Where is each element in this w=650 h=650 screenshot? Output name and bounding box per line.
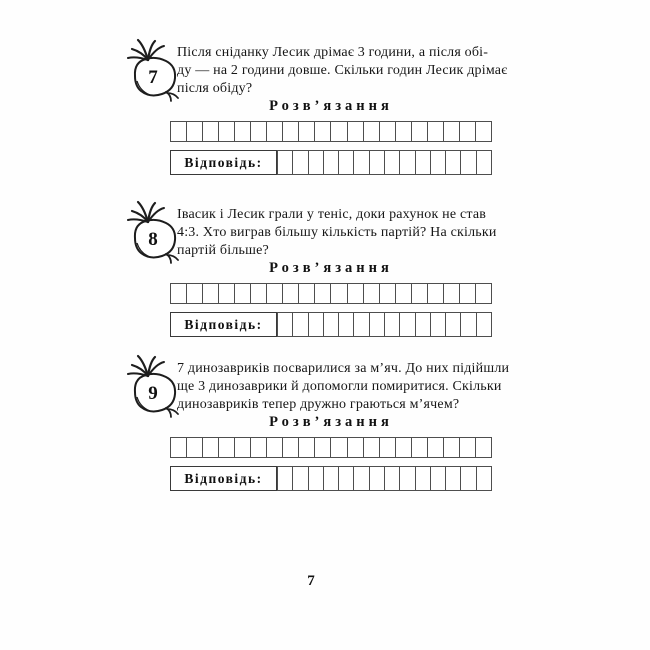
solution-heading: Розв’язання — [269, 98, 393, 114]
grid-cell — [461, 466, 476, 491]
answer-row — [170, 466, 492, 491]
grid-cell — [477, 150, 492, 175]
grid-cell — [385, 466, 400, 491]
grid-cell — [203, 283, 219, 304]
grid-cell — [324, 150, 339, 175]
grid-cell — [219, 283, 235, 304]
grid-cell — [187, 121, 203, 142]
grid-cell — [460, 283, 476, 304]
grid-cell — [315, 283, 331, 304]
grid-cell — [476, 121, 492, 142]
grid-cell — [477, 466, 492, 491]
grid-cell — [277, 312, 293, 337]
answer-grid — [277, 312, 492, 337]
grid-cell — [428, 283, 444, 304]
grid-cell — [267, 121, 283, 142]
grid-cell — [385, 312, 400, 337]
grid-cell — [324, 466, 339, 491]
solution-grid — [170, 437, 492, 458]
problem-block-8 — [0, 206, 650, 356]
problem-text-line: динозавриків тепер дружно граються м’ячем? — [177, 397, 460, 412]
answer-label: Відповідь: — [170, 466, 277, 491]
problem-text — [177, 206, 517, 260]
grid-cell — [309, 150, 324, 175]
problem-text-line: 7 динозавриків посварилися за м’яч. До них підійшли — [177, 361, 510, 376]
grid-cell — [251, 437, 267, 458]
grid-cell — [396, 437, 412, 458]
answer-grid — [277, 466, 492, 491]
grid-cell — [354, 466, 369, 491]
grid-cell — [431, 466, 446, 491]
grid-cell — [476, 437, 492, 458]
problem-text-line: ще 3 динозаврики й допомогли помиритися. Скільки — [177, 379, 502, 394]
grid-cell — [412, 121, 428, 142]
grid-cell — [364, 283, 380, 304]
grid-cell — [331, 437, 347, 458]
problem-text — [177, 44, 517, 98]
grid-cell — [446, 150, 461, 175]
grid-cell — [412, 437, 428, 458]
grid-cell — [309, 312, 324, 337]
grid-cell — [315, 121, 331, 142]
problem-text-line: Івасик і Лесик грали у теніс, доки рахунок не став — [177, 207, 487, 222]
solution-grid — [170, 121, 492, 142]
grid-cell — [380, 283, 396, 304]
grid-cell — [431, 312, 446, 337]
solution-grid — [170, 283, 492, 304]
grid-cell — [400, 466, 415, 491]
grid-cell — [370, 312, 385, 337]
grid-cell — [380, 437, 396, 458]
grid-cell — [400, 312, 415, 337]
grid-cell — [324, 312, 339, 337]
grid-cell — [339, 150, 354, 175]
grid-cell — [170, 437, 187, 458]
grid-cell — [219, 121, 235, 142]
tomato-badge-icon — [123, 351, 183, 419]
problem-block-9 — [0, 360, 650, 510]
problem-number: 9 — [148, 383, 158, 404]
grid-cell — [446, 466, 461, 491]
grid-cell — [460, 437, 476, 458]
grid-cell — [187, 437, 203, 458]
grid-cell — [416, 150, 431, 175]
grid-cell — [293, 312, 308, 337]
grid-cell — [354, 150, 369, 175]
grid-cell — [348, 121, 364, 142]
grid-cell — [380, 121, 396, 142]
page-number: 7 — [307, 573, 315, 589]
grid-cell — [299, 283, 315, 304]
problem-block-7 — [0, 44, 650, 194]
grid-cell — [461, 312, 476, 337]
grid-cell — [460, 121, 476, 142]
grid-cell — [315, 437, 331, 458]
grid-cell — [331, 283, 347, 304]
grid-cell — [348, 437, 364, 458]
problem-text-line: Після сніданку Лесик дрімає 3 години, а після обі- — [177, 45, 489, 60]
answer-grid — [277, 150, 492, 175]
grid-cell — [251, 121, 267, 142]
grid-cell — [277, 150, 293, 175]
grid-cell — [354, 312, 369, 337]
grid-cell — [385, 150, 400, 175]
grid-cell — [416, 312, 431, 337]
grid-cell — [339, 312, 354, 337]
grid-cell — [396, 283, 412, 304]
grid-cell — [431, 150, 446, 175]
answer-label: Відповідь: — [170, 312, 277, 337]
grid-cell — [428, 437, 444, 458]
tomato-badge-icon — [123, 35, 183, 103]
grid-cell — [370, 466, 385, 491]
problem-text — [177, 360, 517, 414]
grid-cell — [428, 121, 444, 142]
grid-cell — [277, 466, 293, 491]
grid-cell — [170, 121, 187, 142]
grid-cell — [446, 312, 461, 337]
grid-cell — [283, 121, 299, 142]
grid-cell — [283, 283, 299, 304]
answer-row — [170, 312, 492, 337]
grid-cell — [251, 283, 267, 304]
grid-cell — [370, 150, 385, 175]
grid-cell — [477, 312, 492, 337]
grid-cell — [170, 283, 187, 304]
grid-cell — [331, 121, 347, 142]
answer-label: Відповідь: — [170, 150, 277, 175]
problem-text-line: 4:3. Хто виграв більшу кількість партій? На скільки — [177, 225, 497, 240]
grid-cell — [267, 437, 283, 458]
grid-cell — [235, 437, 251, 458]
tomato-badge-icon — [123, 197, 183, 265]
solution-heading: Розв’язання — [269, 414, 393, 430]
grid-cell — [267, 283, 283, 304]
grid-cell — [235, 283, 251, 304]
problem-number: 7 — [148, 67, 158, 88]
grid-cell — [364, 121, 380, 142]
grid-cell — [461, 150, 476, 175]
problem-number: 8 — [148, 229, 158, 250]
grid-cell — [187, 283, 203, 304]
grid-cell — [444, 121, 460, 142]
problem-text-line: партій більше? — [177, 243, 269, 258]
grid-cell — [299, 437, 315, 458]
grid-cell — [400, 150, 415, 175]
grid-cell — [416, 466, 431, 491]
grid-cell — [364, 437, 380, 458]
answer-row — [170, 150, 492, 175]
grid-cell — [293, 466, 308, 491]
grid-cell — [476, 283, 492, 304]
grid-cell — [444, 437, 460, 458]
problem-text-line: після обіду? — [177, 81, 253, 96]
grid-cell — [293, 150, 308, 175]
grid-cell — [444, 283, 460, 304]
grid-cell — [339, 466, 354, 491]
grid-cell — [219, 437, 235, 458]
solution-heading: Розв’язання — [269, 260, 393, 276]
grid-cell — [412, 283, 428, 304]
grid-cell — [348, 283, 364, 304]
grid-cell — [235, 121, 251, 142]
grid-cell — [203, 121, 219, 142]
grid-cell — [203, 437, 219, 458]
grid-cell — [309, 466, 324, 491]
problem-text-line: ду — на 2 години довше. Скільки годин Лесик дрімає — [177, 63, 508, 78]
grid-cell — [299, 121, 315, 142]
grid-cell — [396, 121, 412, 142]
grid-cell — [283, 437, 299, 458]
